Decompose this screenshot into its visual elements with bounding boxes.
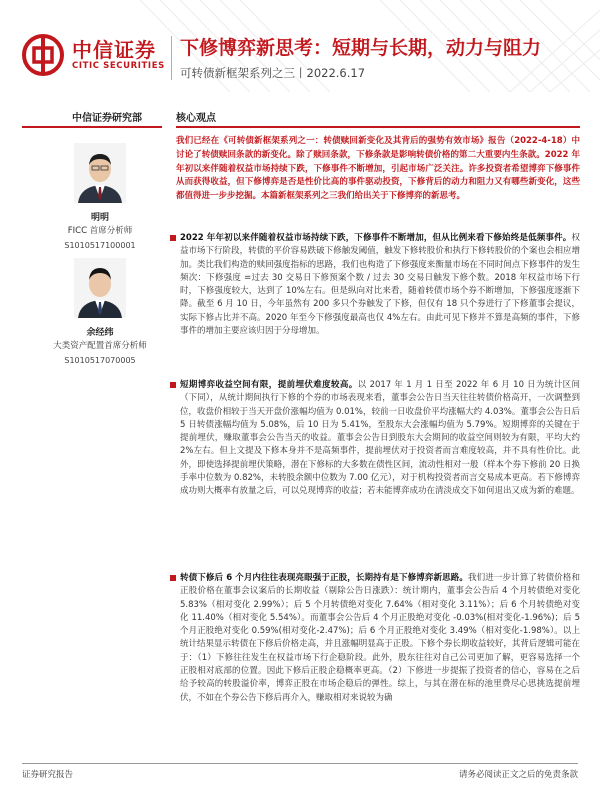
paragraph-body: 权益市场下行阶段，转债的平价容易跌破下修触发阈值，触发下修转股价和执行下修转股价的个案也会相应增加。类比我们构造的赎回强度指标的思路，我们也构造了下修强度来衡量市场在不同时间点下修事件的发生频次：下修强度 =过去 30 交易日下修预案个数 / 过去 30 交易日触发下修个数。2018 年权益市场下行时，下修强度较大，达到了 10%左右。但是纵向对比来看，随着转债市场个券不断增加，下修强度逐渐下降。截至 6 月 10 日，今年虽然有 200 多只个券触发了下修，但仅有 18 只个券进行了下修董事会提议，实际下修占比并不高。2020 年至今下修强度最高也仅 4%左右。由此可见下修并不算是高频的事件，下修事件的增加主要应该归因于分母增加。: [180, 233, 580, 337]
left-section-rule: [22, 126, 162, 128]
footer-rule: [22, 763, 578, 764]
brand-name-en: CITIC SECURITIES: [72, 61, 165, 71]
core-summary: 我们已经在《可转债新框架系列之一：转债赎回新变化及其背后的强势有效市场》报告（2022-4-18）中讨论了转债赎回条款的新变化。除了赎回条款，下修条款是影响转债价格的第二大重要内生条款。2022 年年初以来伴随着权益市场持续下跌，下修事件不断增加，引起市场广泛关注。许多投资者希望博弈下修事件从而获得收益，但下修博弈是否是性价比高的事件驱动投资，下修背后的动力和阻力又有哪些新变化，这些都值得进一步步挖掘。本篇新框架系列之三我们给出关于下修博弈的新思考。: [176, 136, 580, 202]
paragraph-lead: 短期博弈收益空间有限，提前埋伏难度较高。: [180, 380, 358, 390]
brand-logo: [22, 30, 170, 80]
core-views-label: 核心观点: [176, 113, 216, 124]
analyst-cert-number: S1010517070005: [64, 356, 136, 365]
bullet-square-icon: [170, 382, 176, 388]
report-title: 下修博弈新思考：短期与长期，动力与阻力: [180, 37, 542, 59]
analyst-cert-number: S1010517100001: [64, 241, 136, 250]
key-point-paragraph: [180, 572, 580, 705]
analyst-name: 明明: [90, 213, 109, 223]
main-section-rule: [176, 126, 580, 128]
bullet-square-icon: [170, 235, 176, 241]
analyst-title: FICC 首席分析师: [67, 226, 133, 236]
analyst-title: 大类资产配置首席分析师: [53, 341, 147, 351]
analyst-photo-icon: [74, 143, 126, 203]
paragraph-lead: 2022 年年初以来伴随着权益市场持续下跌，下修事件不断增加，但从比例来看下修始终是低频事件。: [180, 233, 572, 243]
key-point-paragraph: [180, 379, 580, 499]
analyst-card: [40, 258, 160, 368]
paragraph-body: 以 2017 年 1 月 1 日至 2022 年 6 月 10 日为统计区间（下同），从统计期间执行下修的个券的市场表现来看，董事会公告日当天往往转债价格高开，一次调整到位，收盘价相较于当天开盘价涨幅均值为 0.01%，较前一日收盘价平均涨幅大约 4.03%。董事会公告日后 5 日转债涨幅均值为 5.08%，后 10 日为 5.41%，至股东大会涨幅均值为 5.79%。短期博弈的关键在于提前埋伏，赚取董事会公告当天的收益。董事会公告日到股东大会期间的收益空间则较为有限，平均大约 2%左右。但上文提及下修本身并不是高频事件，提前埋伏对于投资者而言难度较高，并不具有性价比。此外，即使选择提前埋伏策略，潜在下修标的大多数在债性区间，流动性相对一般（样本个券下修前 20 日换手率中位数为 0.82%，未转股余额中位数为 7.00 亿元），对于机构投资者而言交易成本更高。若下修博弈成功则大概率有放量之后，可以兑现博弈的收益；若未能博弈成功在清淡成交下如何退出又成为新的难题。: [180, 380, 580, 497]
report-subtitle: 可转债新框架系列之三丨2022.6.17: [180, 66, 366, 80]
footer-report-type: 证券研究报告: [22, 770, 74, 780]
key-point-paragraph: [180, 232, 580, 338]
bullet-square-icon: [170, 575, 176, 581]
report-header: [0, 0, 600, 92]
header-divider: [171, 36, 172, 80]
paragraph-body: 我们进一步计算了转债价格和正股价格在董事会议案后的长期收益（剔除公告日涨跌）：统计期内，董事会公告后 4 个月转债绝对变化 5.83%（相对变化 2.99%）；后 5 个月转债绝对变化 7.64%（相对变化 3.11%）；后 6 个月转债绝对变化 11.40%（相对变化 5.54%）。而董事会公告后 4 个月正股绝对变化 -0.03%(相对变化-1.96%)；后 5 个月正股绝对变化 0.59%(相对变化-2.47%)；后 6 个月正股绝对变化 3.49%（相对变化-1.98%）。以上统计结果显示转债在下修后价格走高，并且涨幅明显高于正股。下修个券长期收益较好，其背后逻辑可能在于：（1）下修往往发生在权益市场下行企稳阶段。此外，股东往往对自己公司更加了解，更容易选择一个正股相对底部的位置。因此下修后正股企稳概率更高。（2）下修进一步提振了投资者的信心，容易在之后给予较高的转股溢价率，博弈正股在市场企稳后的弹性。综上，与其在潜在标的池里费尽心思挑选提前埋伏，不如在个券公告下修后再介入，赚取相对来说较为确: [180, 573, 580, 703]
citic-logo-icon: [22, 34, 64, 76]
paragraph-lead: 转债下修后 6 个月内往往表现亮眼强于正股，长期持有是下修博弈新思路。: [180, 573, 469, 583]
analyst-card: [40, 143, 160, 253]
analyst-name: 余经纬: [86, 328, 114, 338]
research-dept-label: 中信证券研究部: [72, 113, 142, 124]
footer-disclaimer: 请务必阅读正文之后的免责条款: [458, 770, 578, 780]
brand-name-cn: 中信证券: [72, 38, 156, 62]
analyst-photo-icon: [74, 258, 126, 318]
